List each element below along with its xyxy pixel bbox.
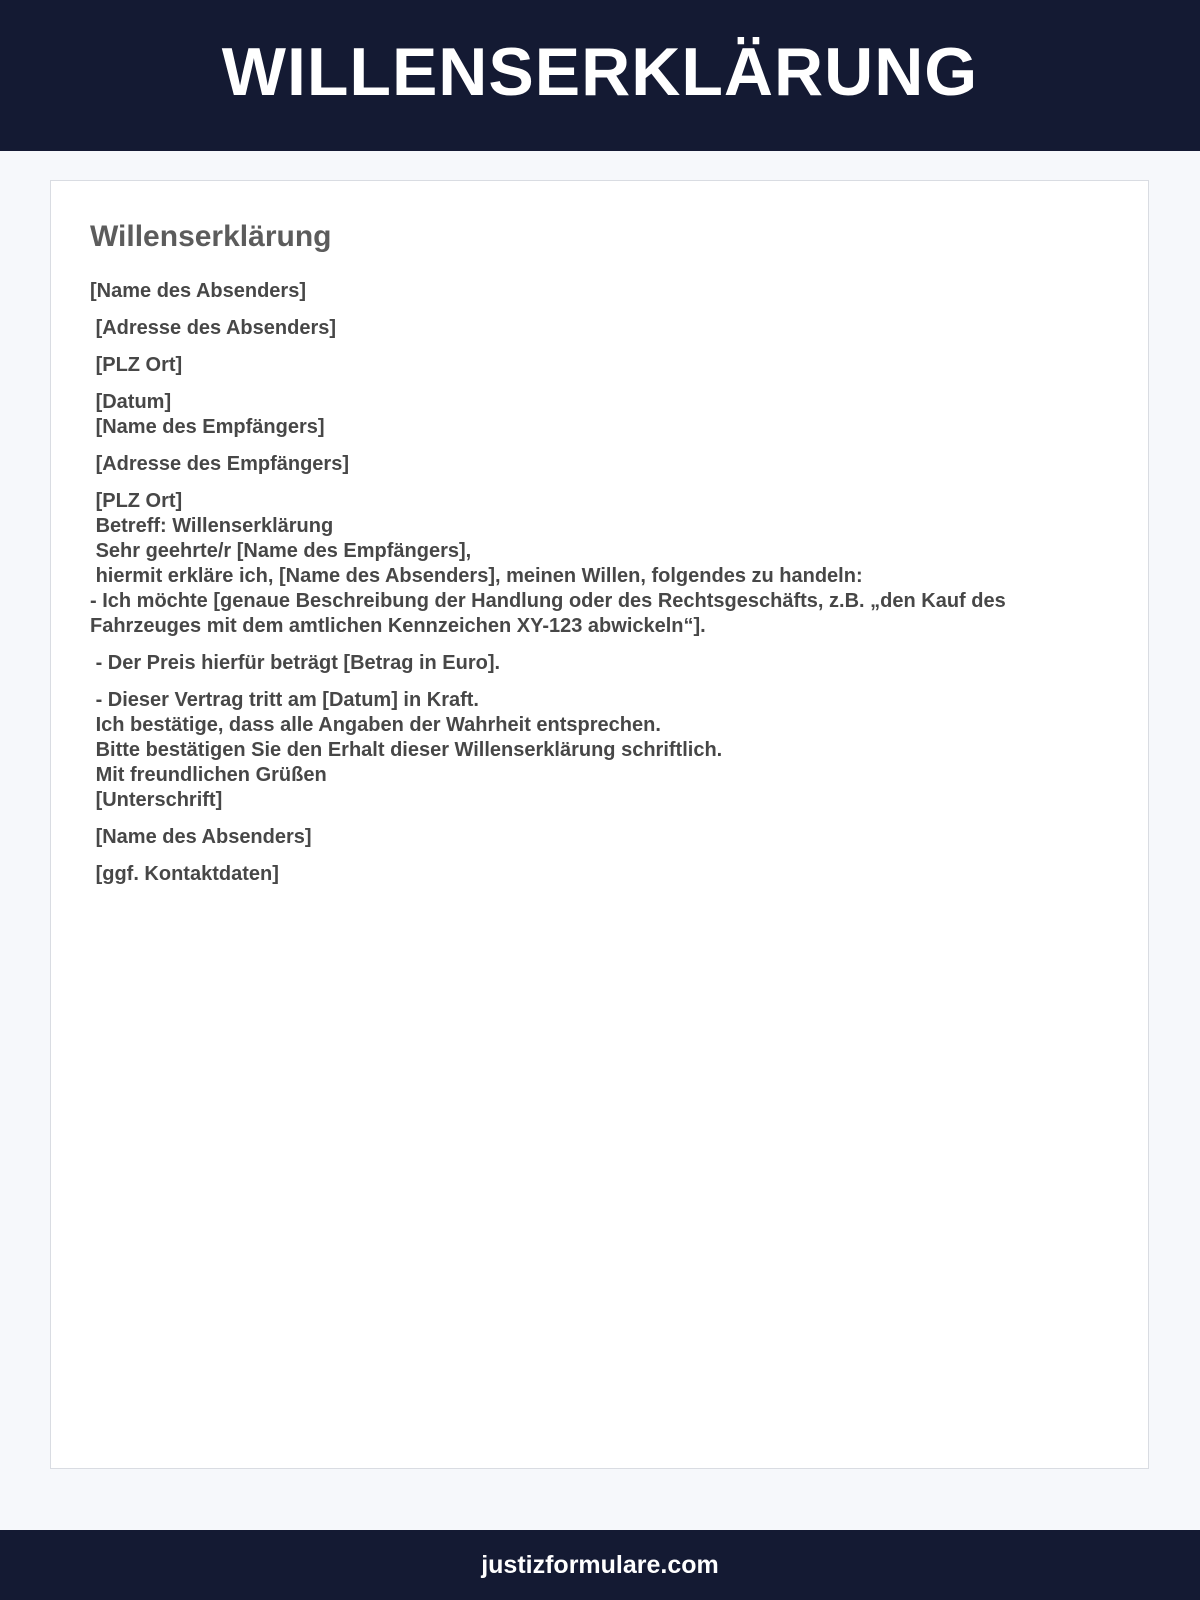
document-body <box>90 279 1100 887</box>
document-title: Willenserklärung <box>90 220 332 253</box>
recipient-city-line: [PLZ Ort] <box>90 490 183 512</box>
date-line: [Datum] <box>90 391 172 413</box>
recipient-address-line: [Adresse des Empfängers] <box>90 453 349 475</box>
closing-sender-name-line: [Name des Absenders] <box>90 826 312 848</box>
header-title: WILLENSERKLÄRUNG <box>221 33 979 110</box>
action-line: - Ich möchte [genaue Beschreibung der Handlung oder des Rechtsgeschäfts, z.B. „den Kauf des Fahrzeuges mit dem amtlichen Kennzeichen XY-123 abwickeln“]. <box>90 590 1012 637</box>
recipient-name-line: [Name des Empfängers] <box>90 416 325 438</box>
page-footer <box>0 1530 1200 1600</box>
footer-site-name: justizformulare.com <box>481 1550 719 1579</box>
effective-date-line: - Dieser Vertrag tritt am [Datum] in Kraft. <box>90 689 479 711</box>
page-header <box>0 0 1200 151</box>
price-line: - Der Preis hierfür beträgt [Betrag in Euro]. <box>90 652 501 674</box>
document-card <box>50 180 1149 1469</box>
salutation-line: Sehr geehrte/r [Name des Empfängers], <box>90 540 472 562</box>
intro-line: hiermit erkläre ich, [Name des Absenders], meinen Willen, folgendes zu handeln: <box>90 565 863 587</box>
sender-address-line: [Adresse des Absenders] <box>90 317 337 339</box>
subject-line: Betreff: Willenserklärung <box>90 515 334 537</box>
sender-name-line: [Name des Absenders] <box>90 280 306 302</box>
signature-line: [Unterschrift] <box>90 789 223 811</box>
closing-line: Mit freundlichen Grüßen <box>90 764 327 786</box>
sender-city-line: [PLZ Ort] <box>90 354 183 376</box>
confirmation-line: Ich bestätige, dass alle Angaben der Wahrheit entsprechen. <box>90 714 661 736</box>
contact-details-line: [ggf. Kontaktdaten] <box>90 863 279 885</box>
request-line: Bitte bestätigen Sie den Erhalt dieser Willenserklärung schriftlich. <box>90 739 723 761</box>
